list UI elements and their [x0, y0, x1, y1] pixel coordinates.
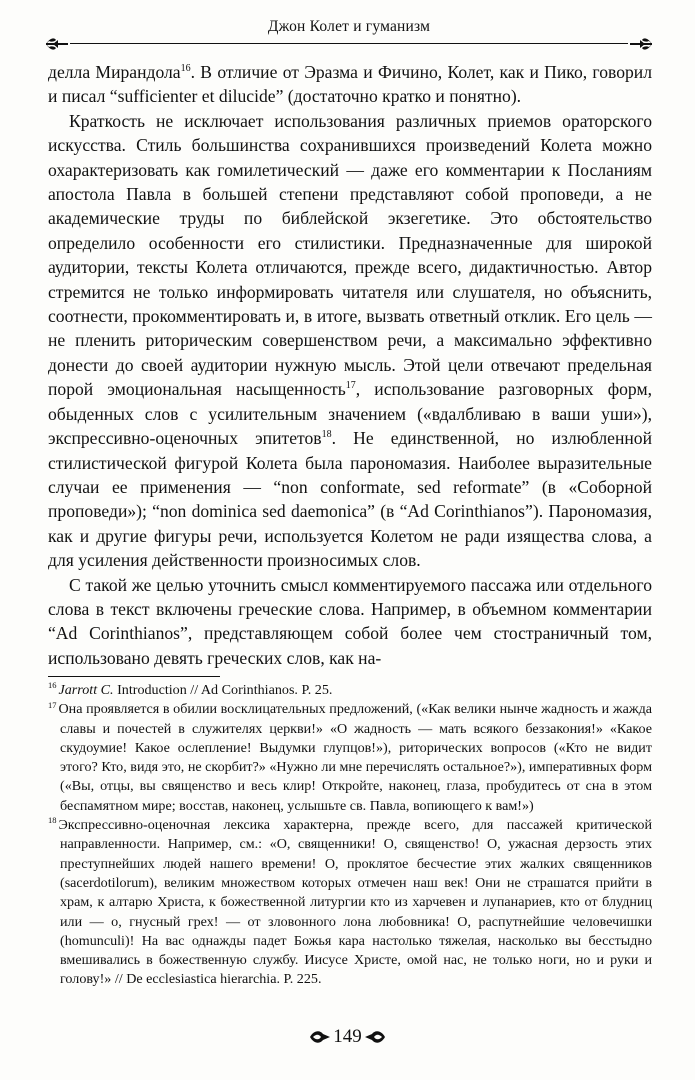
- footnote-text: Экспрессивно-оценочная лексика характерна, прежде всего, для пассажей критической направленности. Например, см.: «О, священники! О, священство! О, ужасная дерзость этих преступнейших людей нашего времени! О, проклятое бесчестие этих жалких священников (sacerdotilorum), великим множеством которых отмечен наш век! Они не страшатся прийти в храм, к алтарю Христа, к божественной литургии кто из харчевен и лупанариев, кто от блудниц или — о, гнусный грех! — от зловонного лона любовника! О, распутнейшие человечишки (homunculi)! На вас однажды падет Божья кара настолько тяжелая, насколько вы бесстыдно вмешивались в божественную службу. Иисусе Христе, омой нас, не только ноги, но и руки и голову!» // De ecclesiastica hierarchia. P. 225.: [58, 817, 652, 988]
- text-run: Краткость не исключает использования различных приемов ораторского искусства. Стиль большинства сохранившихся произведений Колета можно охарактеризовать как гомилетический — даже его комментарии к Посланиям апостола Павла в большей степени представляют собой проповеди, а не академические труды по библейской экзегетике. Это обстоятельство определило особенности его стилистики. Предназначенные для широкой аудитории, тексты Колета отличаются, прежде всего, дидактичностью. Автор стремится не только информировать читателя или слушателя, но объяснить, соотнести, прокомментировать и, в итоге, вызвать ответный отклик. Его цель — не пленить риторическим совершенством речи, а максимально эффективно донести до своей аудитории нужную мысль. Этой цели отвечают предельная порой эмоциональная насыщенность: [48, 110, 652, 400]
- paragraph: [48, 109, 652, 573]
- footnote-16: [48, 681, 652, 700]
- footnote-ref[interactable]: 17: [345, 380, 356, 392]
- footnote-text: Она проявляется в обилии восклицательных предложений, («Как велики нынче жадность и жажда славы и почестей в служителях церкви!» «О жадность — мать всякого беззакония!» «Какое скудоумие! Какое ослепление! Выдумки глупцов!»), риторических вопросов («Кто не видит этого? Кто, видя это, не скорбит?» «Нужно ли мне перечислять остальное?»), императивных форм («Вы, отцы, вы священство и весь клир! Откройте, наконец, глаза, пробудитесь от сна в этом беспамятном мире; восстав, наконец, услышьте св. Павла, вопиющего к вам!»): [58, 701, 652, 814]
- footnote-number: 17: [48, 699, 57, 710]
- paragraph: С такой же целью уточнить смысл комментируемого пассажа или отдельного слова в текст включены греческие слова. Например, в объемном комментарии “Ad Corinthianos”, представляющем собой более чем стостраничный том, использовано девять греческих слов, как на-: [48, 574, 652, 668]
- footnote-number: 16: [48, 680, 57, 691]
- text-run: , использование разговорных форм, обыденных слов с усилительным значением («вдалбливаю в ваши уши»), экспрессивно-оценочных эпитетов: [48, 379, 652, 449]
- footnote-ref[interactable]: 16: [180, 63, 191, 75]
- text-run: . Не единственной, но излюбленной стилистической фигурой Колета была парономазия. Наиболее выразительные случаи ее применения — “non conformate, sed reformate” (в «Соборной проповеди»); “non dominica sed daemonica” (в “Ad Corinthianos”). Парономазия, как и другие фигуры речи, используется Колетом не ради изящества слова, а для усиления действенности произносимых слов.: [48, 428, 652, 571]
- running-header: [44, 12, 654, 52]
- fleuron-icon: [309, 1028, 331, 1046]
- header-rule: [70, 43, 628, 44]
- footnote-rule: [48, 676, 220, 677]
- fleuron-icon: [628, 34, 654, 54]
- running-title: Джон Колет и гуманизм: [267, 18, 431, 35]
- fleuron-icon: [44, 34, 70, 54]
- footnote-ref[interactable]: 18: [321, 429, 332, 441]
- fleuron-icon: [364, 1028, 386, 1046]
- body-text: [48, 60, 652, 670]
- paragraph: [48, 60, 652, 109]
- footnotes: [48, 681, 652, 990]
- footnote-text: Introduction // Ad Corinthianos. P. 25.: [113, 682, 333, 698]
- page-number: 149: [333, 1026, 362, 1047]
- text-run: . В отличие от Эразма и Фичино, Колет, как и Пико, говорил и писал “sufficienter et dilucide” (достаточно кратко и понятно).: [48, 62, 652, 107]
- footnote-17: [48, 700, 652, 816]
- footnote-author: Jarrott C.: [58, 682, 114, 698]
- text-run: делла Мирандола: [48, 62, 181, 82]
- footnote-number: 18: [48, 815, 57, 826]
- page-folio: [0, 1026, 695, 1056]
- footnote-18: [48, 816, 652, 990]
